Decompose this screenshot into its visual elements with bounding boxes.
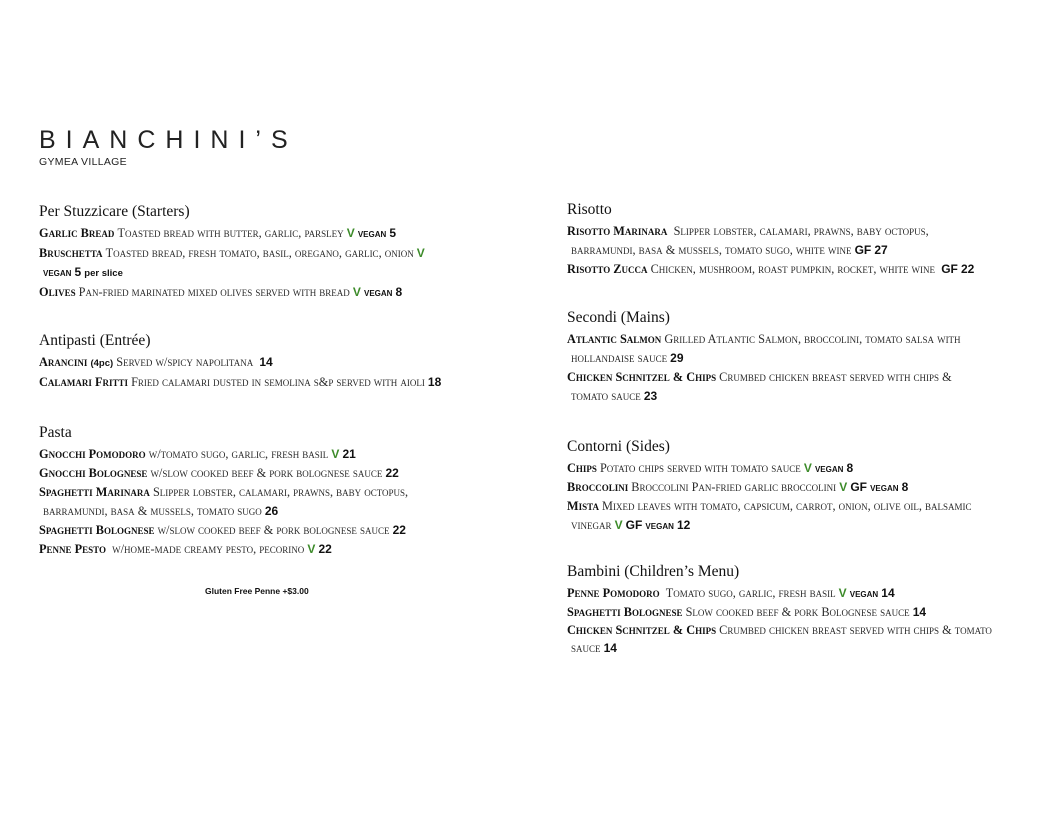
section-title: Pasta <box>39 424 72 441</box>
item-desc: Toasted bread with butter, garlic, parsley <box>117 226 344 240</box>
item-desc: Mixed leaves with tomato, capsicum, carrot, onion, olive oil, balsamic <box>602 499 972 513</box>
item-desc-continued: barramundi, basa & mussels, tomato sugo, white wine <box>571 243 852 257</box>
restaurant-location: GYMEA VILLAGE <box>39 156 127 168</box>
item-price: 29 <box>670 351 684 365</box>
section-risotto <box>567 201 1047 279</box>
menu-item-chips <box>567 459 1047 478</box>
item-desc-continued: tomato sauce <box>571 389 641 403</box>
item-name: Olives <box>39 285 76 299</box>
vegetarian-badge: V <box>331 447 340 461</box>
menu-item-broccolini <box>567 478 1047 497</box>
gluten-free-badge: GF <box>850 480 868 494</box>
vegan-badge: vegan <box>814 463 844 475</box>
item-desc: Served w/spicy napolitana <box>116 355 254 369</box>
section-mains <box>567 309 1047 406</box>
section-pasta <box>39 424 509 559</box>
item-desc: Crumbed chicken breast served with chips & <box>719 370 952 384</box>
menu-item-gnocchi-bolognese <box>39 464 509 483</box>
vegetarian-badge: V <box>346 226 355 240</box>
item-price: 5 <box>389 226 397 240</box>
vegetarian-badge: V <box>416 246 425 260</box>
restaurant-brand <box>39 126 298 168</box>
section-title: Antipasti (Entrée) <box>39 332 151 349</box>
item-desc: Tomato sugo, garlic, fresh basil <box>665 586 836 600</box>
item-name: Mista <box>567 499 599 513</box>
vegan-badge: vegan <box>363 287 393 299</box>
item-desc: Grilled Atlantic Salmon, broccolini, tomato salsa with <box>664 332 961 346</box>
item-price: 26 <box>264 504 279 518</box>
item-name: Gnocchi Bolognese <box>39 466 148 480</box>
item-desc: Slipper lobster, calamari, prawns, baby octopus, <box>152 485 409 499</box>
item-desc: Crumbed chicken breast served with chips & tomato <box>719 623 992 637</box>
item-price: 22 <box>392 523 406 537</box>
item-name: Spaghetti Bolognese <box>39 523 155 537</box>
item-price: 8 <box>846 461 854 475</box>
gluten-free-badge: GF <box>854 243 872 257</box>
gluten-free-note: Gluten Free Penne +$3.00 <box>205 586 309 596</box>
item-desc-continued: hollandaise sauce <box>571 351 668 365</box>
item-name: Arancini <box>39 355 88 369</box>
vegetarian-badge: V <box>307 542 316 556</box>
item-desc: Pan-fried marinated mixed olives served with bread <box>78 285 350 299</box>
menu-item-olives <box>39 283 509 303</box>
section-title: Per Stuzzicare (Starters) <box>39 203 190 220</box>
item-desc: Broccolini Pan-fried garlic broccolini <box>631 480 837 494</box>
item-name: Garlic Bread <box>39 226 115 240</box>
menu-item-chicken-schnitzel <box>567 368 1047 406</box>
item-name: Calamari Fritti <box>39 375 128 389</box>
section-title: Risotto <box>567 201 612 218</box>
item-desc: Fried calamari dusted in semolina s&p served with aioli <box>131 375 425 389</box>
item-price: 5 <box>74 265 82 279</box>
item-price: 22 <box>960 262 975 276</box>
item-name: Broccolini <box>567 480 629 494</box>
item-name: Gnocchi Pomodoro <box>39 447 146 461</box>
item-name: Risotto Zucca <box>567 262 648 276</box>
menu-item-arancini <box>39 353 519 373</box>
item-desc-continued: sauce <box>571 641 601 655</box>
menu-item-atlantic-salmon <box>567 330 1047 368</box>
item-price: 22 <box>385 466 399 480</box>
item-price: 14 <box>912 605 927 619</box>
menu-item-spaghetti-marinara <box>39 483 509 521</box>
gluten-free-badge: GF <box>941 262 958 276</box>
item-price: 8 <box>901 480 909 494</box>
item-name: Chicken Schnitzel & Chips <box>567 370 717 384</box>
item-desc: Chicken, mushroom, roast pumpkin, rocket, white wine <box>650 262 936 276</box>
vegan-badge: vegan <box>849 588 879 600</box>
item-desc: w/slow cooked beef & pork bolognese sauce <box>157 523 390 537</box>
item-desc-continued: vinegar <box>571 518 612 532</box>
vegan-badge: vegan <box>870 482 899 494</box>
item-desc: Slipper lobster, calamari, prawns, baby octopus, <box>673 224 929 238</box>
restaurant-name: BIANCHINI’S <box>39 126 298 154</box>
item-price: 14 <box>881 586 895 600</box>
item-price: 27 <box>874 243 888 257</box>
item-price: 12 <box>676 518 691 532</box>
item-name: Spaghetti Bolognese <box>567 605 683 619</box>
section-title: Bambini (Children’s Menu) <box>567 563 740 580</box>
item-desc: Toasted bread, fresh tomato, basil, oregano, garlic, onion <box>105 246 414 260</box>
section-title: Contorni (Sides) <box>567 438 670 455</box>
vegetarian-badge: V <box>352 285 361 299</box>
item-price: 8 <box>395 285 403 299</box>
item-desc: w/slow cooked beef & pork bolognese sauce <box>150 466 383 480</box>
item-price: 21 <box>342 447 356 461</box>
item-price: 18 <box>427 375 442 389</box>
item-name: Chicken Schnitzel & Chips <box>567 623 717 637</box>
vegetarian-badge: V <box>839 480 848 494</box>
section-children <box>567 563 1047 657</box>
vegan-badge: vegan <box>357 228 387 240</box>
item-desc: w/tomato sugo, garlic, fresh basil <box>148 447 329 461</box>
item-name: Spaghetti Marinara <box>39 485 150 499</box>
section-entree <box>39 332 519 392</box>
vegetarian-badge: V <box>803 461 812 475</box>
item-name: Chips <box>567 461 597 475</box>
vegan-badge: vegan <box>43 267 72 279</box>
item-desc-continued: barramundi, basa & mussels, tomato sugo <box>43 504 262 518</box>
item-price: 23 <box>643 389 658 403</box>
menu-item-gnocchi-pomodoro <box>39 445 509 464</box>
item-price: 14 <box>603 641 617 655</box>
menu-item-bruschetta <box>39 244 509 283</box>
item-name: Penne Pomodoro <box>567 586 660 600</box>
price-suffix: per slice <box>84 268 123 279</box>
vegan-badge: vegan <box>645 520 674 532</box>
menu-item-calamari-fritti <box>39 373 519 392</box>
item-name: Bruschetta <box>39 246 103 260</box>
gluten-free-badge: GF <box>625 518 643 532</box>
item-price: 22 <box>318 542 332 556</box>
vegetarian-badge: V <box>838 586 847 600</box>
menu-item-penne-pesto <box>39 540 509 559</box>
menu-item-penne-pomodoro <box>567 584 1047 603</box>
section-sides <box>567 438 1047 536</box>
item-name: Penne Pesto <box>39 542 106 556</box>
menu-item-spaghetti-bolognese <box>39 521 509 540</box>
item-name: Risotto Marinara <box>567 224 668 238</box>
item-quantity: (4pc) <box>90 358 114 369</box>
section-title: Secondi (Mains) <box>567 309 670 326</box>
item-desc: Potato chips served with tomato sauce <box>599 461 801 475</box>
item-desc: Slow cooked beef & pork Bolognese sauce <box>685 605 910 619</box>
vegetarian-badge: V <box>614 518 623 532</box>
menu-item-chicken-schnitzel-kids <box>567 621 1047 657</box>
section-starters <box>39 203 509 303</box>
menu-item-risotto-marinara <box>567 222 1047 260</box>
item-price: 14 <box>259 355 273 369</box>
menu-item-spaghetti-bolognese-kids <box>567 603 1047 621</box>
menu-item-risotto-zucca <box>567 260 1047 279</box>
menu-item-mista <box>567 497 1047 536</box>
item-desc: w/home-made creamy pesto, pecorino <box>112 542 305 556</box>
menu-item-garlic-bread <box>39 224 509 244</box>
item-name: Atlantic Salmon <box>567 332 662 346</box>
